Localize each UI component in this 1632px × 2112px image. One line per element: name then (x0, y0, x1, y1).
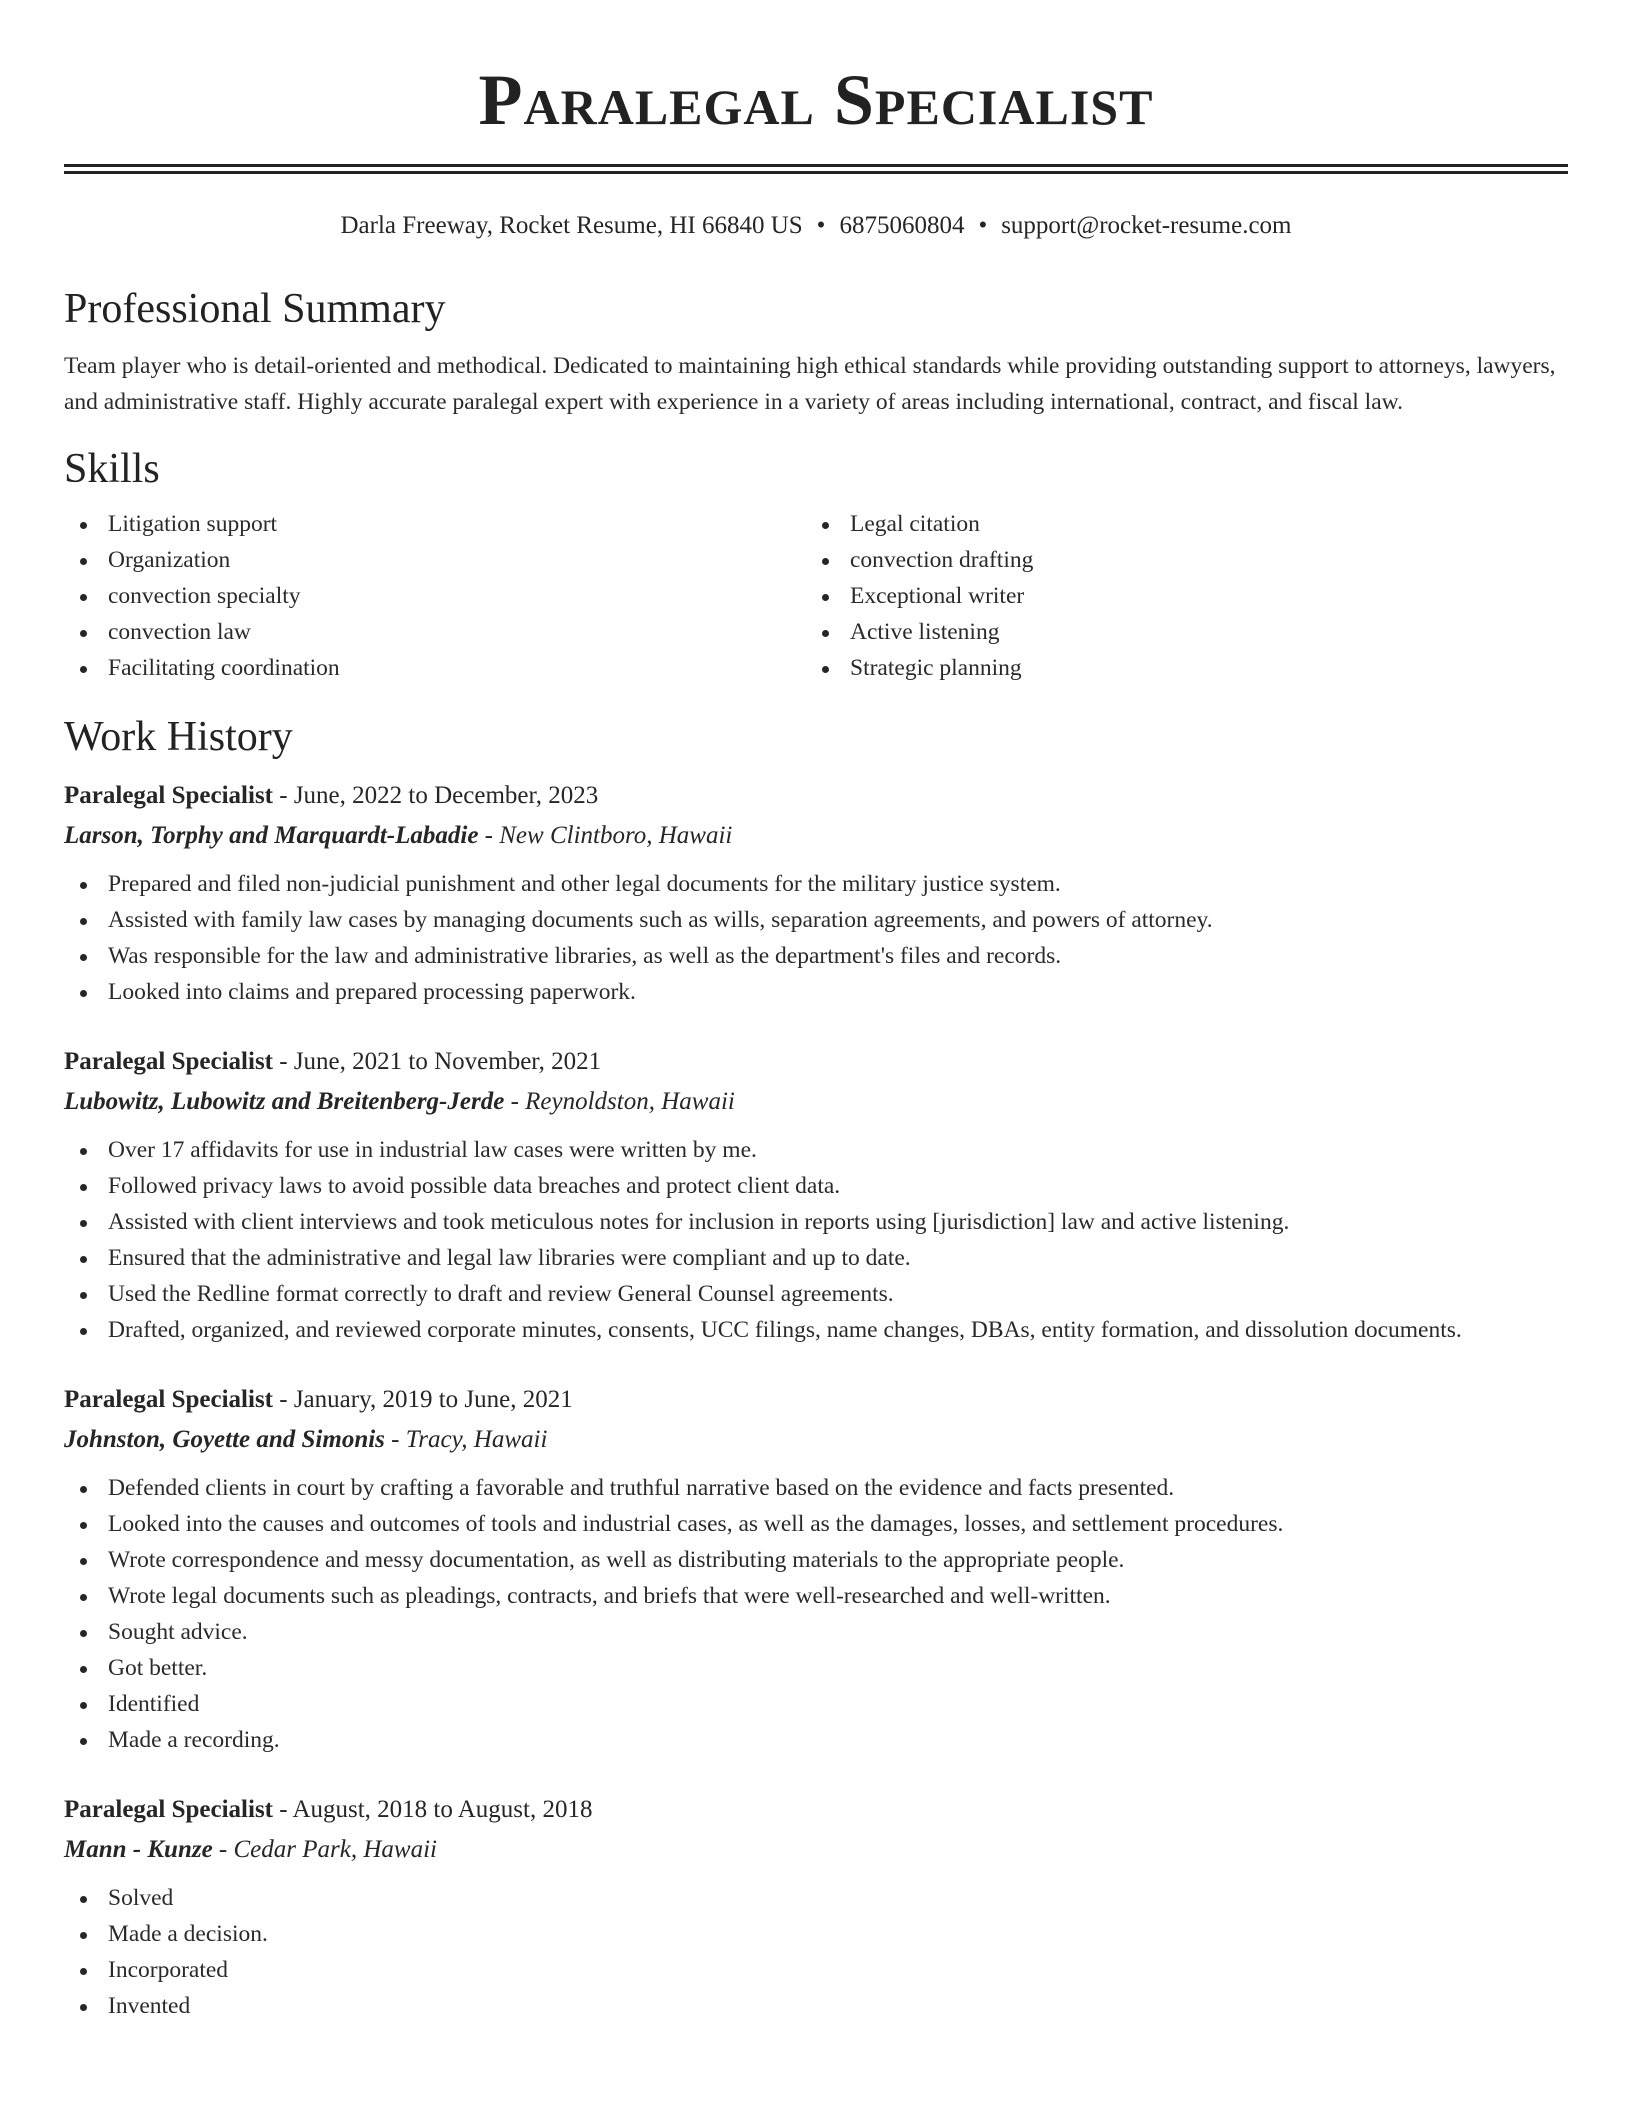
job-bullet: Wrote legal documents such as pleadings, contracts, and briefs that were well-researched and well-written. (64, 1578, 1568, 1614)
company-name: Lubowitz, Lubowitz and Breitenberg-Jerde (64, 1088, 505, 1115)
job-bullet: Made a recording. (64, 1722, 1568, 1758)
job-bullets (64, 1880, 1568, 2024)
job-dates: - June, 2022 to December, 2023 (273, 782, 599, 809)
job-title: Paralegal Specialist (64, 1386, 273, 1413)
job-bullet: Identified (64, 1686, 1568, 1722)
job-bullet: Solved (64, 1880, 1568, 1916)
contact-email: support@rocket-resume.com (1001, 212, 1292, 239)
job-bullets (64, 1470, 1568, 1758)
job-bullet: Incorporated (64, 1952, 1568, 1988)
skills-list (64, 506, 1568, 686)
job-bullet: Was responsible for the law and administrative libraries, as well as the department's files and records. (64, 938, 1568, 974)
company-location: - Reynoldston, Hawaii (504, 1088, 735, 1115)
resume-page (64, 0, 1568, 2024)
company-location: - New Clintboro, Hawaii (478, 822, 733, 849)
summary-text: Team player who is detail-oriented and methodical. Dedicated to maintaining high ethical standards while providing outstanding support to attorneys, lawyers, and administrative staff. Highly accurate paralegal expert with experience in a variety of areas including international, contract, and fiscal law. (64, 353, 1556, 415)
contact-phone: 6875060804 (839, 212, 965, 239)
job-title-line (64, 1380, 1568, 1420)
skill-item: convection specialty (64, 578, 806, 614)
job-bullets (64, 866, 1568, 1010)
job-title: Paralegal Specialist (64, 1048, 273, 1075)
company-name: Mann - Kunze (64, 1836, 213, 1863)
title-divider (64, 164, 1568, 174)
skill-item: Organization (64, 542, 806, 578)
job-bullet: Assisted with family law cases by managing documents such as wills, separation agreements, and powers of attorney. (64, 902, 1568, 938)
skills-heading: Skills (64, 446, 160, 492)
skill-item: Legal citation (806, 506, 1548, 542)
job-bullets (64, 1132, 1568, 1348)
job-dates: - August, 2018 to August, 2018 (273, 1796, 593, 1823)
job-dates: - June, 2021 to November, 2021 (273, 1048, 602, 1075)
contact-separator: • (816, 212, 826, 239)
skill-item: Exceptional writer (806, 578, 1548, 614)
company-line (64, 1420, 1568, 1460)
job-bullet: Defended clients in court by crafting a favorable and truthful narrative based on the evidence and facts presented. (64, 1470, 1568, 1506)
job-bullet: Assisted with client interviews and took meticulous notes for inclusion in reports using [jurisdiction] law and active listening. (64, 1204, 1568, 1240)
skill-item: Facilitating coordination (64, 650, 806, 686)
skill-item: Strategic planning (806, 650, 1548, 686)
contact-address: Darla Freeway, Rocket Resume, HI 66840 US (340, 212, 803, 239)
job-bullet: Ensured that the administrative and legal law libraries were compliant and up to date. (64, 1240, 1568, 1276)
job-bullet: Followed privacy laws to avoid possible data breaches and protect client data. (64, 1168, 1568, 1204)
job-entry (64, 1042, 1568, 1348)
job-bullet: Made a decision. (64, 1916, 1568, 1952)
job-title: Paralegal Specialist (64, 782, 273, 809)
work-history-heading: Work History (64, 714, 293, 760)
skills-column-right (806, 506, 1548, 686)
job-dates: - January, 2019 to June, 2021 (273, 1386, 573, 1413)
skill-item: Litigation support (64, 506, 806, 542)
skill-item: convection law (64, 614, 806, 650)
company-line (64, 1082, 1568, 1122)
job-title: Paralegal Specialist (64, 1796, 273, 1823)
job-bullet: Looked into claims and prepared processing paperwork. (64, 974, 1568, 1010)
company-location: - Tracy, Hawaii (384, 1426, 548, 1453)
company-name: Larson, Torphy and Marquardt-Labadie (64, 822, 479, 849)
job-entry (64, 776, 1568, 1010)
job-bullet: Looked into the causes and outcomes of tools and industrial cases, as well as the damages, losses, and settlement procedures. (64, 1506, 1568, 1542)
job-title-line (64, 1790, 1568, 1830)
skill-item: convection drafting (806, 542, 1548, 578)
job-bullet: Wrote correspondence and messy documentation, as well as distributing materials to the appropriate people. (64, 1542, 1568, 1578)
job-bullet: Used the Redline format correctly to draft and review General Counsel agreements. (64, 1276, 1568, 1312)
job-entry (64, 1380, 1568, 1758)
contact-separator: • (978, 212, 988, 239)
job-bullet: Prepared and filed non-judicial punishment and other legal documents for the military justice system. (64, 866, 1568, 902)
job-bullet: Got better. (64, 1650, 1568, 1686)
company-line (64, 816, 1568, 856)
skill-item: Active listening (806, 614, 1548, 650)
job-title-line (64, 776, 1568, 816)
job-bullet: Over 17 affidavits for use in industrial law cases were written by me. (64, 1132, 1568, 1168)
company-location: - Cedar Park, Hawaii (212, 1836, 437, 1863)
job-bullet: Drafted, organized, and reviewed corporate minutes, consents, UCC filings, name changes, DBAs, entity formation, and dissolution documents. (64, 1312, 1568, 1348)
job-entry (64, 1790, 1568, 2024)
skills-column-left (64, 506, 806, 686)
contact-line (64, 210, 1568, 242)
company-line (64, 1830, 1568, 1870)
summary-heading: Professional Summary (64, 286, 446, 332)
job-bullet: Invented (64, 1988, 1568, 2024)
job-title-line (64, 1042, 1568, 1082)
job-bullet: Sought advice. (64, 1614, 1568, 1650)
page-title: Paralegal Specialist (478, 60, 1154, 140)
company-name: Johnston, Goyette and Simonis (64, 1426, 385, 1453)
